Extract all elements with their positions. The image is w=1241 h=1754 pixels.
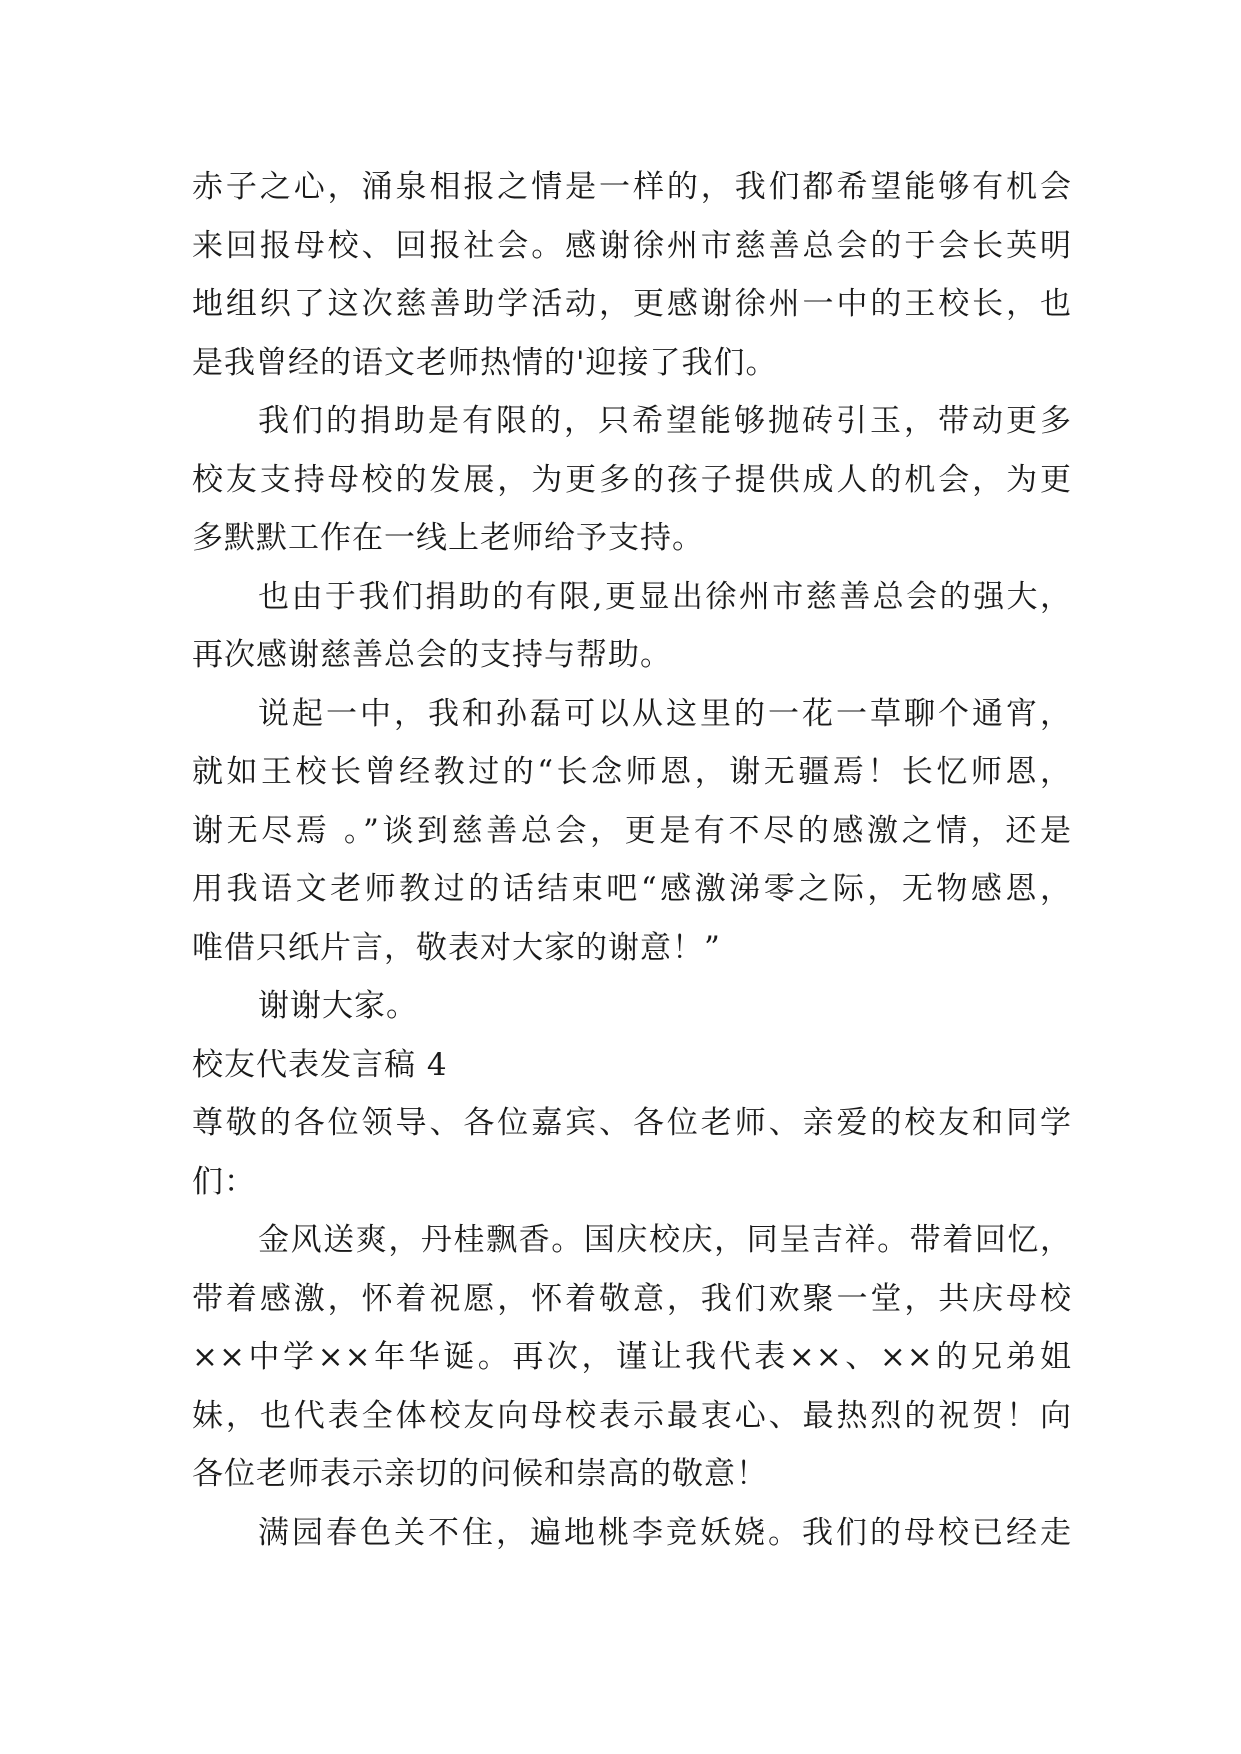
text-line: 谢无尽焉 。”谈到慈善总会，更是有不尽的感激之情，还是 (192, 812, 1072, 849)
text-line: 多默默工作在一线上老师给予支持。 (192, 520, 704, 556)
text-line: 金风送爽，丹桂飘香。国庆校庆，同呈吉祥。带着回忆， (258, 1222, 1072, 1258)
text-line: 们： (192, 1163, 256, 1200)
text-line: 妹，也代表全体校友向母校表示最衷心、最热烈的祝贺！向 (192, 1397, 1072, 1434)
text-line: 再次感谢慈善总会的支持与帮助。 (192, 637, 672, 673)
text-line: 我们的捐助是有限的，只希望能够抛砖引玉，带动更多 (258, 403, 1072, 439)
text-line: 来回报母校、回报社会。感谢徐州市慈善总会的于会长英明 (192, 227, 1072, 264)
text-line: 说起一中，我和孙磊可以从这里的一花一草聊个通宵， (258, 695, 1072, 732)
text-line: 用我语文老师教过的话结束吧“感激涕零之际，无物感恩， (192, 871, 1072, 907)
text-line: 各位老师表示亲切的问候和崇高的敬意！ (192, 1456, 768, 1492)
text-line: 赤子之心，涌泉相报之情是一样的，我们都希望能够有机会 (192, 169, 1072, 205)
text-line: 带着感激，怀着祝愿，怀着敬意，我们欢聚一堂，共庆母校 (192, 1280, 1072, 1317)
document-body (192, 158, 1072, 1562)
text-line: 也由于我们捐助的有限,更显出徐州市慈善总会的强大， (258, 578, 1072, 615)
text-line: 是我曾经的语文老师热情的'迎接了我们。 (192, 344, 778, 381)
text-line: 地组织了这次慈善助学活动，更感谢徐州一中的王校长，也 (192, 286, 1072, 322)
text-line: 就如王校长曾经教过的“长念师恩，谢无疆焉！长忆师恩， (192, 754, 1072, 790)
text-line: 唯借只纸片言，敬表对大家的谢意！” (192, 929, 721, 966)
text-line: 校友代表发言稿 4 (192, 1046, 448, 1083)
text-line: 尊敬的各位领导、各位嘉宾、各位老师、亲爱的校友和同学 (192, 1105, 1072, 1141)
text-line: 满园春色关不住，遍地桃李竞妖娆。我们的母校已经走 (258, 1514, 1072, 1551)
text-line: 校友支持母校的发展，为更多的孩子提供成人的机会，为更 (192, 461, 1072, 498)
text-line: ××中学××年华诞。再次，谨让我代表××、××的兄弟姐 (192, 1339, 1072, 1375)
text-line: 谢谢大家。 (258, 988, 418, 1024)
